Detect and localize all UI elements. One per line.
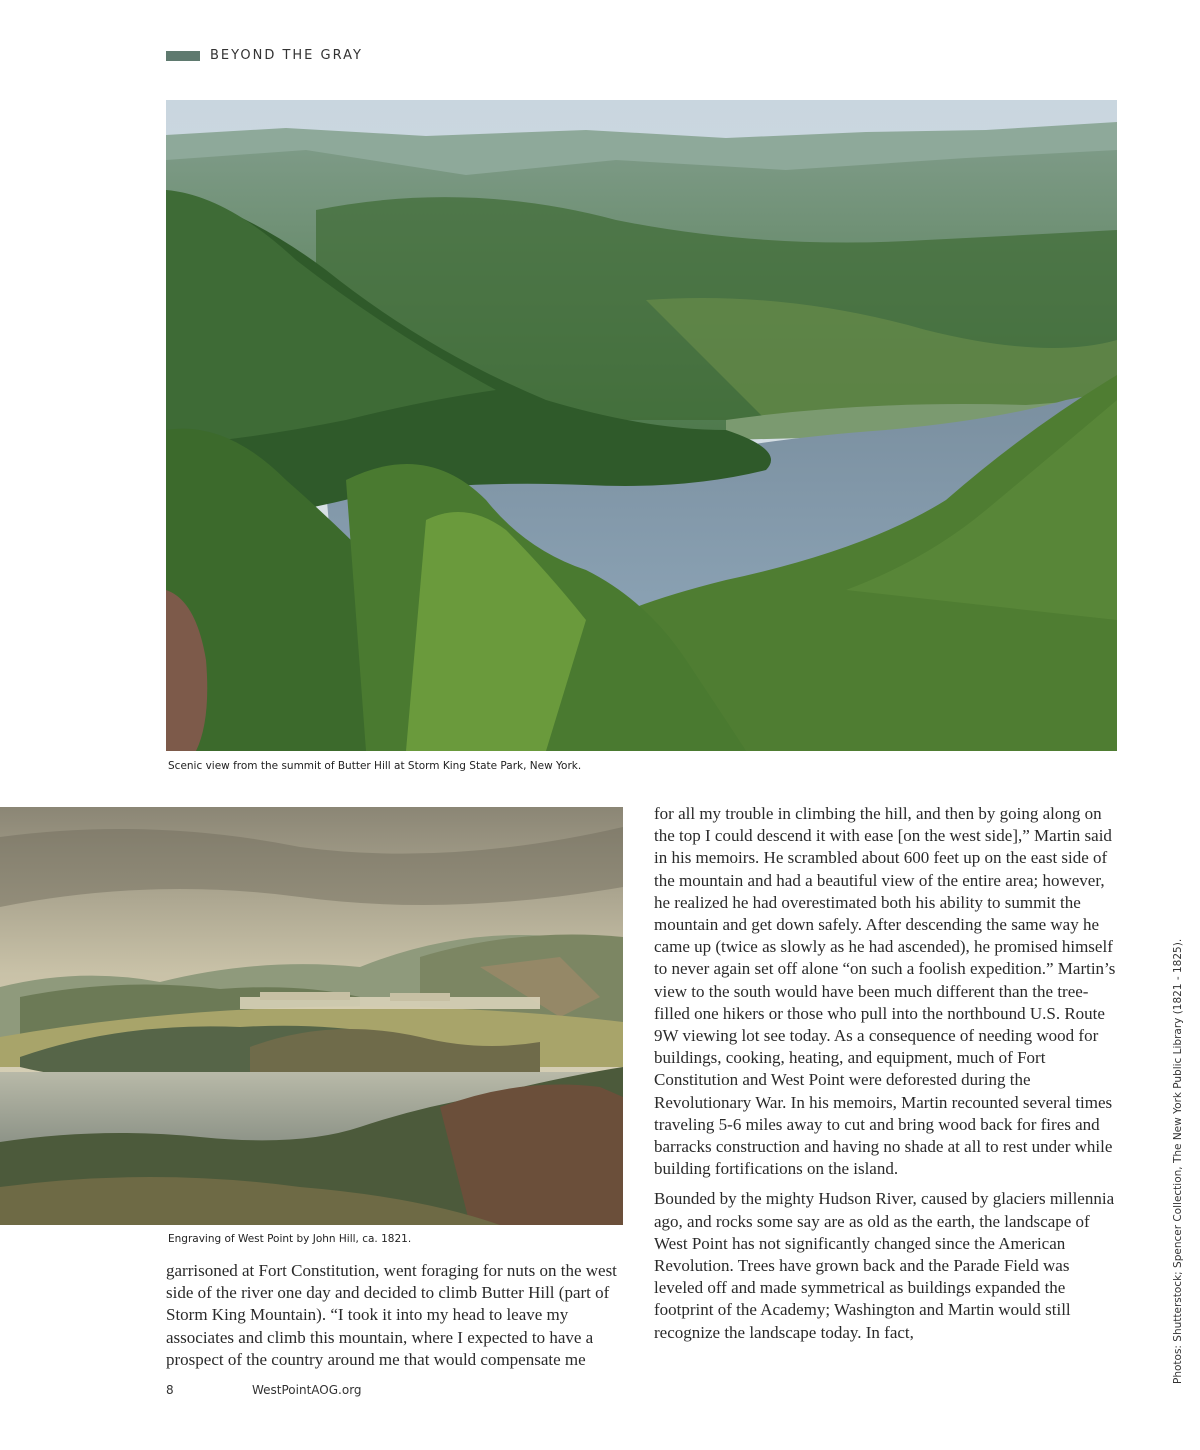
article-right-column — [654, 803, 1120, 1352]
section-header — [166, 48, 363, 63]
hudson-valley-photo — [166, 100, 1117, 751]
article-paragraph: for all my trouble in climbing the hill, and then by going along on the top I could descend it with ease [on the west side],” Martin said in his memoirs. He scrambled about 600 feet up on the east side of the mountain and had a beautiful view of the entire area; however, he realized he had overestimated both his ability to summit the mountain and get down safely. After descending the same way he came up (twice as slowly as he had ascended), he promised himself to never again set off alone “on such a foolish expedition.” Martin’s view to the south would have been much different than the tree-filled one hikers or those who pull into the northbound U.S. Route 9W viewing lot see today. As a consequence of needing wood for buildings, cooking, heating, and equipment, much of Fort Constitution and West Point were deforested during the Revolutionary War. In his memoirs, Martin recounted several times traveling 5-6 miles away to cut and bring wood back for fires and barracks construction and having no shade at all to rest under while building fortifications on the island. — [654, 804, 1116, 1179]
west-point-engraving — [0, 807, 623, 1225]
section-accent-bar — [166, 51, 200, 61]
main-photo-caption: Scenic view from the summit of Butter Hill at Storm King State Park, New York. — [168, 760, 582, 772]
footer-site: WestPointAOG.org — [252, 1383, 362, 1397]
section-title: BEYOND THE GRAY — [210, 48, 363, 63]
photo-credit: Photos: Shutterstock; Spencer Collection, The New York Public Library (1821 - 1825). — [1172, 938, 1184, 1384]
article-paragraph: garrisoned at Fort Constitution, went foraging for nuts on the west side of the river one day and decided to climb Butter Hill (part of Storm King Mountain). “I took it into my head to leave my associates and climb this mountain, where I expected to have a prospect of the country around me that would compensate me — [166, 1261, 617, 1369]
engraving-caption: Engraving of West Point by John Hill, ca. 1821. — [168, 1233, 412, 1245]
article-left-column — [166, 1260, 628, 1379]
article-paragraph: Bounded by the mighty Hudson River, caused by glaciers millennia ago, and rocks some say are as old as the earth, the landscape of West Point has not significantly changed since the American Revolution. Trees have grown back and the Parade Field was leveled off and made symmetrical as buildings expanded the footprint of the Academy; Washington and Martin would still recognize the landscape today. In fact, — [654, 1189, 1115, 1342]
page-number: 8 — [166, 1383, 174, 1397]
